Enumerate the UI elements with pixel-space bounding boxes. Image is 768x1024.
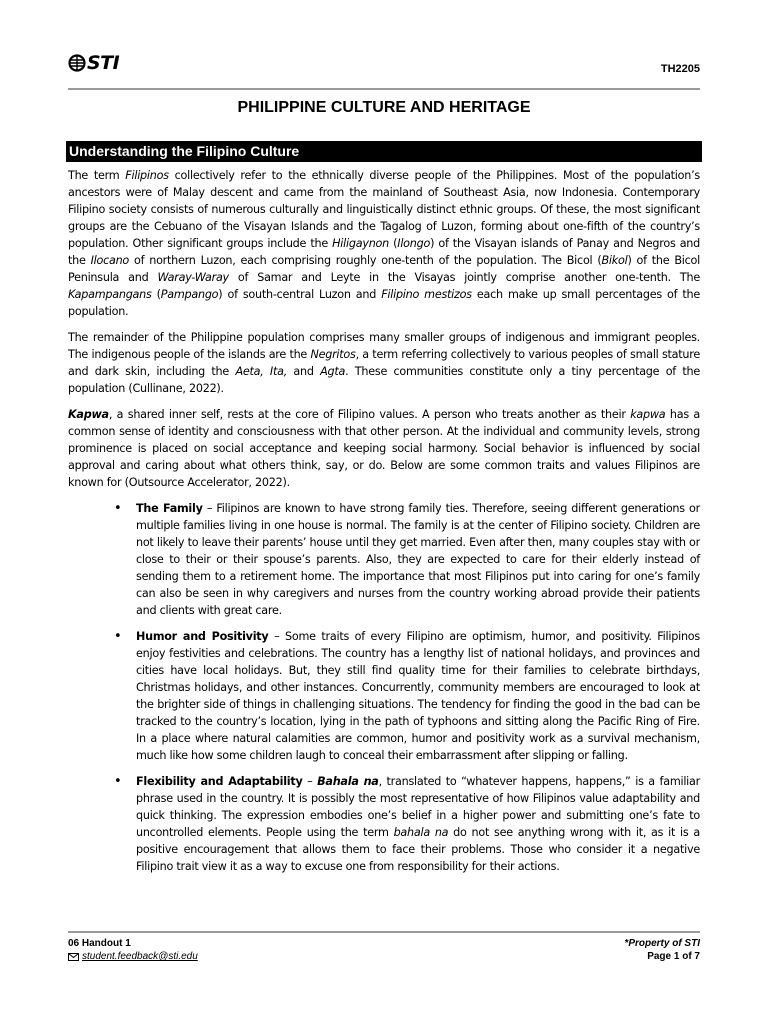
document-code: TH2205 <box>660 63 700 75</box>
body-paragraph: Kapwa, a shared inner self, rests at the core of Filipino values. A person who treats another as their kapwa has a common sense of identity and consciousness with that other person. At the individual and community levels, strong prominence is placed on social acceptance and keeping social harmony. Social behavior is influenced by social approval and caring about what others think, say, or do. Below are some common traits and values Filipinos are known for (Outsource Accelerator, 2022). <box>68 408 700 489</box>
feedback-email-link[interactable]: student.feedback@sti.edu <box>82 951 198 962</box>
footer-left <box>68 938 198 962</box>
page-number: Page 1 of 7 <box>647 951 700 962</box>
handout-label: 06 Handout 1 <box>68 938 131 949</box>
footer-divider <box>68 931 700 933</box>
sti-logo <box>68 52 119 74</box>
list-item: • Flexibility and Adaptability – Bahala na, translated to “whatever happens, happens,” is a familiar phrase used in the country. It is possibly the most representative of how Filipinos value adaptability and quick thinking. The expression embodies one’s belief in a higher power and submitting one’s fate to uncontrolled elements. People using the term bahala na do not see anything wrong with it, as it is a positive encouragement that allows them to face their problems. Those who consider it a negative Filipino trait view it as a way to excuse one from responsibility for their actions. <box>136 773 700 875</box>
header-divider <box>68 88 700 90</box>
page-title: PHILIPPINE CULTURE AND HERITAGE <box>237 99 531 116</box>
list-item: • The Family – Filipinos are known to have strong family ties. Therefore, seeing different generations or multiple families living in one house is normal. The family is at the center of Filipino society. Children are not likely to leave their parents’ house until they get married. Even after then, many couples stay with or close to their or their spouse’s parents. Also, they are expected to care for their elderly instead of sending them to a retirement home. The importance that most Filipinos put into caring for one’s family can also be seen in why caregivers and nurses from the country working abroad provide their patients and clients with great care. <box>136 500 700 619</box>
envelope-icon <box>68 953 79 961</box>
body-paragraph: The remainder of the Philippine population comprises many smaller groups of indigenous and immigrant peoples. The indigenous people of the islands are the Negritos, a term referring collectively to various peoples of small stature and dark skin, including the Aeta, Ita, and Agta. These communities constitute only a tiny percentage of the population (Cullinane, 2022). <box>68 331 700 395</box>
section-heading: Understanding the Filipino Culture <box>66 141 702 162</box>
body-paragraph: The term Filipinos collectively refer to the ethnically diverse people of the Philippines. Most of the population’s ancestors were of Malay descent and came from the mainland of Southeast Asia, now Indonesia. Contemporary Filipino society consists of numerous culturally and linguistically distinct ethnic groups. Of these, the most significant groups are the Cebuano of the Visayan Islands and the Tagalog of Luzon, forming about one-fifth of the country’s population. Other significant groups include the Hiligaynon (Ilongo) of the Visayan islands of Panay and Negros and the Ilocano of northern Luzon, each comprising roughly one-tenth of the population. The Bicol (Bikol) of the Bicol Peninsula and Waray-Waray of Samar and Leyte in the Visayas jointly comprise another one-tenth. The Kapampangans (Pampango) of south-central Luzon and Filipino mestizos each make up small percentages of the population. <box>68 169 700 318</box>
traits-list <box>68 500 700 875</box>
footer-right <box>624 938 700 962</box>
document-body <box>68 167 700 884</box>
logo-text: STI <box>87 52 120 74</box>
list-item: • Humor and Positivity – Some traits of every Filipino are optimism, humor, and positivity. Filipinos enjoy festivities and celebrations. The country has a lengthy list of national holidays, and provinces and cities have local holidays. But, they still find quality time for their families to celebrate birthdays, Christmas holidays, and other instances. Concurrently, community members are encouraged to look at the brighter side of things in challenging situations. The tendency for finding the good in the bad can be tracked to the country’s location, lying in the path of typhoons and sitting along the Pacific Ring of Fire. In a place where natural calamities are common, humor and positivity work as a survival mechanism, much like how some children laugh to conceal their embarrassment after slipping or falling. <box>136 628 700 764</box>
property-label: *Property of STI <box>624 938 700 949</box>
globe-icon <box>68 54 86 72</box>
